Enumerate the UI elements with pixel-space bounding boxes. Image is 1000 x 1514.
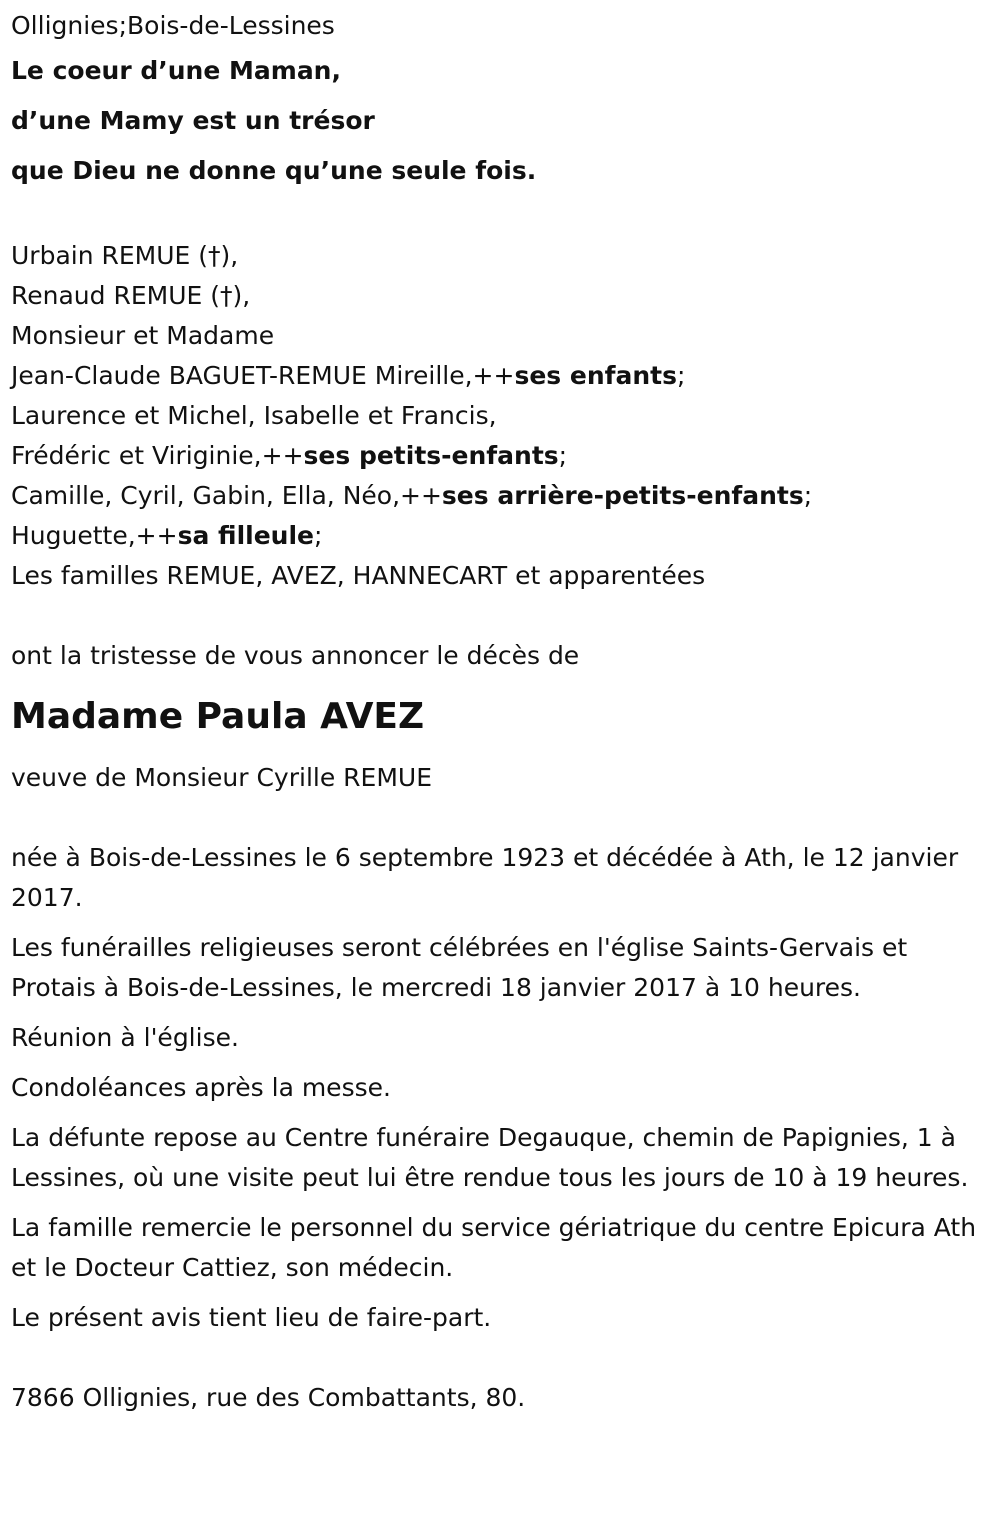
family-member: Les familles REMUE, AVEZ, HANNECART et apparentées: [11, 561, 706, 590]
family-member: Renaud REMUE (†),: [11, 281, 251, 310]
family-member: Huguette,++sa filleule;: [11, 521, 323, 550]
location-header: Ollignies;Bois-de-Lessines: [11, 11, 335, 40]
funeral-text: Les funérailles religieuses seront célébrées en l'église Saints-Gervais et Protais à Bois-de-Lessines, le mercredi 18 janvier 2017 à 10 heures.: [11, 933, 908, 1002]
spacer: [11, 596, 990, 636]
poem-line: Le coeur d’une Maman,: [11, 56, 341, 85]
deceased-name: Madame Paula AVEZ: [11, 696, 425, 737]
family-member: Monsieur et Madame: [11, 321, 275, 350]
family-list: [11, 236, 990, 596]
address-text: 7866 Ollignies, rue des Combattants, 80.: [11, 1383, 526, 1412]
spacer: [11, 1348, 990, 1378]
birth-death-text: née à Bois-de-Lessines le 6 septembre 1923 et décédée à Ath, le 12 janvier 2017.: [11, 843, 959, 912]
announcement-text: ont la tristesse de vous annoncer le décès de: [11, 641, 580, 670]
details: [11, 838, 990, 1338]
family-member: Laurence et Michel, Isabelle et Francis,: [11, 401, 497, 430]
spacer: [11, 798, 990, 838]
poem: [11, 46, 990, 196]
family-member: Camille, Cyril, Gabin, Ella, Néo,++ses arrière-petits-enfants;: [11, 481, 813, 510]
widow-of-text: veuve de Monsieur Cyrille REMUE: [11, 763, 432, 792]
notice-text: Le présent avis tient lieu de faire-part.: [11, 1303, 492, 1332]
thanks-text: La famille remercie le personnel du service gériatrique du centre Epicura Ath et le Docteur Cattiez, son médecin.: [11, 1213, 977, 1282]
poem-line: d’une Mamy est un trésor: [11, 106, 375, 135]
spacer: [11, 196, 990, 236]
poem-line: que Dieu ne donne qu’une seule fois.: [11, 156, 537, 185]
family-member: Urbain REMUE (†),: [11, 241, 239, 270]
meeting-text: Réunion à l'église.: [11, 1023, 239, 1052]
family-member: Frédéric et Viriginie,++ses petits-enfants;: [11, 441, 568, 470]
condolences-text: Condoléances après la messe.: [11, 1073, 391, 1102]
family-member: Jean-Claude BAGUET-REMUE Mireille,++ses enfants;: [11, 361, 686, 390]
rest-place-text: La défunte repose au Centre funéraire Degauque, chemin de Papignies, 1 à Lessines, où une visite peut lui être rendue tous les jours de 10 à 19 heures.: [11, 1123, 969, 1192]
